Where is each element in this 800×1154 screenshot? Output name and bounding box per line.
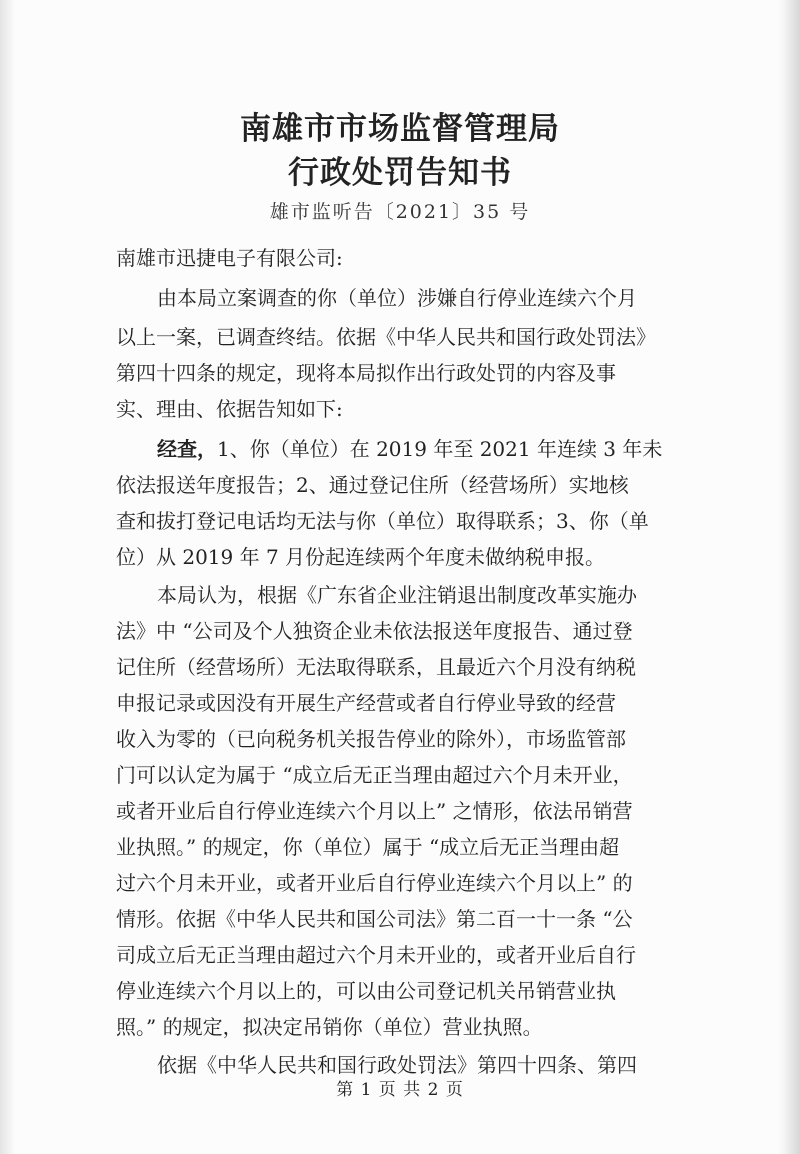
body-line: 业执照。” 的规定，你（单位）属于 “成立后无正当理由超 (116, 835, 620, 859)
body-line: 照。” 的规定，拟决定吊销你（单位）营业执照。 (116, 1015, 543, 1039)
body-line: 查和拔打登记电话均无法与你（单位）取得联系；3、你（单 (116, 509, 649, 533)
body-line: 情形。依据《中华人民共和国公司法》第二百一十一条 “公 (116, 907, 633, 931)
body-line: 收入为零的（已向税务机关报告停业的除外），市场监管部 (116, 727, 626, 751)
body-line: 门可以认定为属于 “成立后无正当理由超过六个月未开业， (116, 763, 633, 787)
doc-title-line1: 南雄市市场监督管理局 (240, 111, 560, 147)
body-line-findings (157, 434, 662, 464)
body-line: 依法报送年度报告；2、通过登记住所（经营场所）实地核 (116, 473, 629, 497)
body-line: 由本局立案调查的你（单位）涉嫌自行停业连续六个月 (157, 286, 637, 310)
body-line-text: 1、你（单位）在 2019 年至 2021 年连续 3 年未 (217, 437, 663, 461)
body-line: 实、理由、依据告知如下: (116, 397, 343, 421)
body-line: 过六个月未开业，或者开业后自行停业连续六个月以上” 的 (116, 871, 633, 895)
doc-number: 雄市监听告〔2021〕35 号 (269, 201, 531, 223)
doc-title-line2: 行政处罚告知书 (288, 155, 512, 191)
body-line: 法》中 “公司及个人独资企业未依法报送年度报告、通过登 (116, 619, 633, 643)
body-line: 或者开业后自行停业连续六个月以上” 之情形，依法吊销营 (116, 799, 633, 823)
body-line: 以上一案，已调查终结。依据《中华人民共和国行政处罚法》 (116, 325, 656, 349)
body-line: 申报记录或因没有开展生产经营或者自行停业导致的经营 (116, 691, 616, 715)
body-line: 第四十四条的规定，现将本局拟作出行政处罚的内容及事 (116, 361, 616, 385)
body-line: 记住所（经营场所）无法取得联系，且最近六个月没有纳税 (116, 655, 636, 679)
addressee: 南雄市迅捷电子有限公司: (116, 246, 343, 270)
body-line: 位）从 2019 年 7 月份起连续两个年度未做纳税申报。 (116, 545, 606, 569)
body-line: 司成立后无正当理由超过六个月未开业的，或者开业后自行 (116, 943, 636, 967)
page-footer: 第 1 页 共 2 页 (336, 1080, 464, 1100)
bold-lead: 经查， (157, 437, 217, 461)
body-line: 停业连续六个月以上的，可以由公司登记机关吊销营业执 (116, 979, 616, 1003)
body-line: 依据《中华人民共和国行政处罚法》第四十四条、第四 (157, 1053, 637, 1077)
body-line: 本局认为，根据《广东省企业注销退出制度改革实施办 (157, 583, 637, 607)
